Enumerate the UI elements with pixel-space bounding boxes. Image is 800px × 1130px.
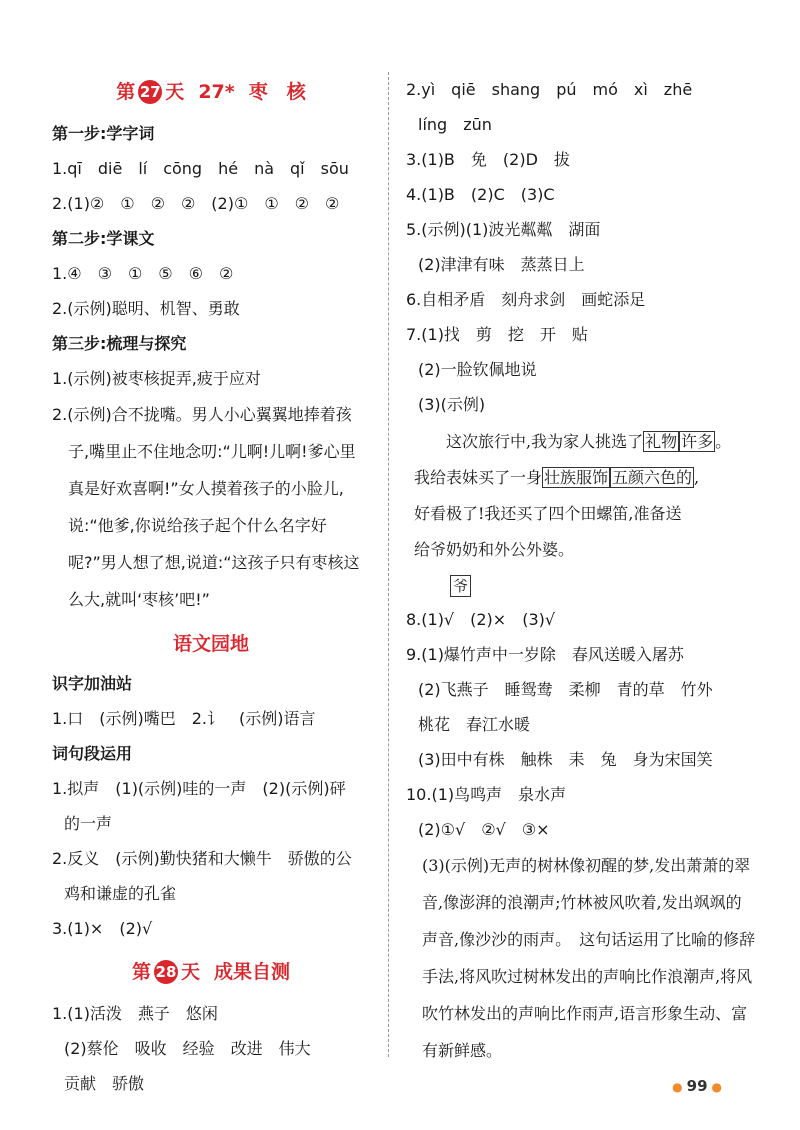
- answer-paragraph: 子,嘴里止不住地念叨:“儿啊!儿啊!爹心里真是好欢喜啊!”女人摸着孩子的小脸儿,说:“他爹,你说给孩子起个什么名字好呢?”男人想了想,说道:“这孩子只有枣核这么大,就叫‘枣核’吧!”: [68, 442, 360, 609]
- answer-line: 桃花 春江水暖: [418, 715, 531, 734]
- dot-icon: ●: [672, 1080, 683, 1094]
- answer-line: (2)津津有味 蒸蒸日上: [418, 255, 585, 274]
- essay-correction: [406, 424, 756, 598]
- answer-line: (2)一脸钦佩地说: [418, 360, 537, 379]
- garden-heading: 语文园地: [172, 633, 249, 655]
- answer-line: 6.自相矛盾 刻舟求剑 画蛇添足: [406, 290, 646, 309]
- day28-heading: [52, 952, 370, 992]
- essay-line: 好看极了!我还买了四个田螺笛,准备送: [414, 504, 682, 523]
- answer-line: 7.(1)找 剪 挖 开 贴: [406, 325, 588, 344]
- answer-line: 3.(1)× (2)√: [52, 919, 153, 938]
- column-divider: [388, 72, 389, 1057]
- day-prefix: 第: [116, 81, 136, 103]
- boxed-word: 许多: [681, 432, 714, 451]
- answer-line: 4.(1)B (2)C (3)C: [406, 185, 555, 204]
- day-prefix: 第: [131, 961, 151, 983]
- lesson-title: 成果自测: [214, 961, 291, 983]
- boxed-word: 壮族服饰: [544, 468, 609, 487]
- insertion-mark-line: [414, 568, 756, 598]
- right-column: [406, 70, 756, 1069]
- lesson-title: 枣 核: [248, 81, 306, 103]
- answer-line: 9.(1)爆竹声中一岁除 春风送暖入屠苏: [406, 645, 684, 664]
- answer-line: 2.(示例)聪明、机智、勇敢: [52, 299, 240, 318]
- answer-line: 的一声: [64, 814, 113, 833]
- answer-line: (2)①√ ②√ ③×: [418, 820, 550, 839]
- answer-line: 1.拟声 (1)(示例)哇的一声 (2)(示例)砰: [52, 779, 346, 798]
- answer-line: 1.(1)活泼 燕子 悠闲: [52, 1004, 218, 1023]
- answer-line: 1.④ ③ ① ⑤ ⑥ ②: [52, 264, 234, 283]
- answer-line: 贡献 骄傲: [64, 1074, 145, 1093]
- answer-line: (3)田中有株 触株 耒 兔 身为宋国笑: [418, 750, 713, 769]
- day-suffix: 天: [165, 81, 185, 103]
- answer-line: 鸡和谦虚的孔雀: [64, 884, 177, 903]
- essay-line: 我给表妹买了一身 壮族服饰 五颜六色的 ,: [414, 468, 700, 487]
- answer-line: 1.口 (示例)嘴巴 2.讠 (示例)语言: [52, 709, 316, 728]
- dot-icon: ●: [711, 1080, 722, 1094]
- left-column: [52, 70, 370, 1101]
- page-number: ● 99 ●: [672, 1077, 722, 1095]
- answer-line: 1.(示例)被枣核捉弄,疲于应对: [52, 369, 261, 388]
- answer-line: 2.反义 (示例)勤快猪和大懒牛 骄傲的公: [52, 849, 352, 868]
- step1-heading: 第一步:学字词: [52, 124, 155, 143]
- essay-line: 这次旅行中,我为家人挑选了 礼物 许多 。: [446, 432, 732, 451]
- answer-line: 2.(1)② ① ② ② (2)① ① ② ②: [52, 194, 340, 213]
- answer-line: 10.(1)鸟鸣声 泉水声: [406, 785, 567, 804]
- answer-line: (3)(示例): [418, 395, 486, 414]
- step2-heading: 第二步:学课文: [52, 229, 155, 248]
- answer-line: líng zūn: [418, 115, 492, 134]
- essay-line: 给爷奶奶和外公外婆。: [414, 540, 575, 559]
- answer-line: 8.(1)√ (2)× (3)√: [406, 610, 556, 629]
- boxed-word: 五颜六色的: [612, 468, 693, 487]
- day-number-badge: 28: [154, 960, 178, 984]
- answer-line: 1.qī diē lí cōng hé nà qǐ sōu: [52, 159, 349, 178]
- answer-line: 2.yì qiē shang pú mó xì zhē: [406, 80, 693, 99]
- garden-subheading: 识字加油站: [52, 674, 133, 693]
- answer-paragraph: (3)(示例)无声的树林像初醒的梦,发出萧萧的翠音,像澎湃的浪潮声;竹林被风吹着,发出飒飒的声音,像沙沙的雨声。 这句话运用了比喻的修辞手法,将风吹过树林发出的声响比作浪潮声,将风吹竹林发出的声响比作雨声,语言形象生动、富有新鲜感。: [422, 856, 756, 1060]
- garden-subheading: 词句段运用: [52, 744, 133, 763]
- answer-line: 5.(示例)(1)波光粼粼 湖面: [406, 220, 601, 239]
- insertion-box: 爷: [450, 575, 471, 597]
- answer-line: 2.(示例)合不拢嘴。男人小心翼翼地捧着孩: [52, 405, 352, 424]
- step3-heading: 第三步:梳理与探究: [52, 334, 187, 353]
- answer-line: (2)蔡伦 吸收 经验 改进 伟大: [64, 1039, 311, 1058]
- day-number-badge: 27: [138, 80, 162, 104]
- answer-line: (2)飞燕子 睡鸳鸯 柔柳 青的草 竹外: [418, 680, 713, 699]
- answer-line: 3.(1)B 免 (2)D 拔: [406, 150, 570, 169]
- day27-heading: [52, 72, 370, 112]
- day-suffix: 天: [180, 961, 200, 983]
- boxed-word: 礼物: [645, 432, 678, 451]
- lesson-number: 27*: [198, 81, 235, 103]
